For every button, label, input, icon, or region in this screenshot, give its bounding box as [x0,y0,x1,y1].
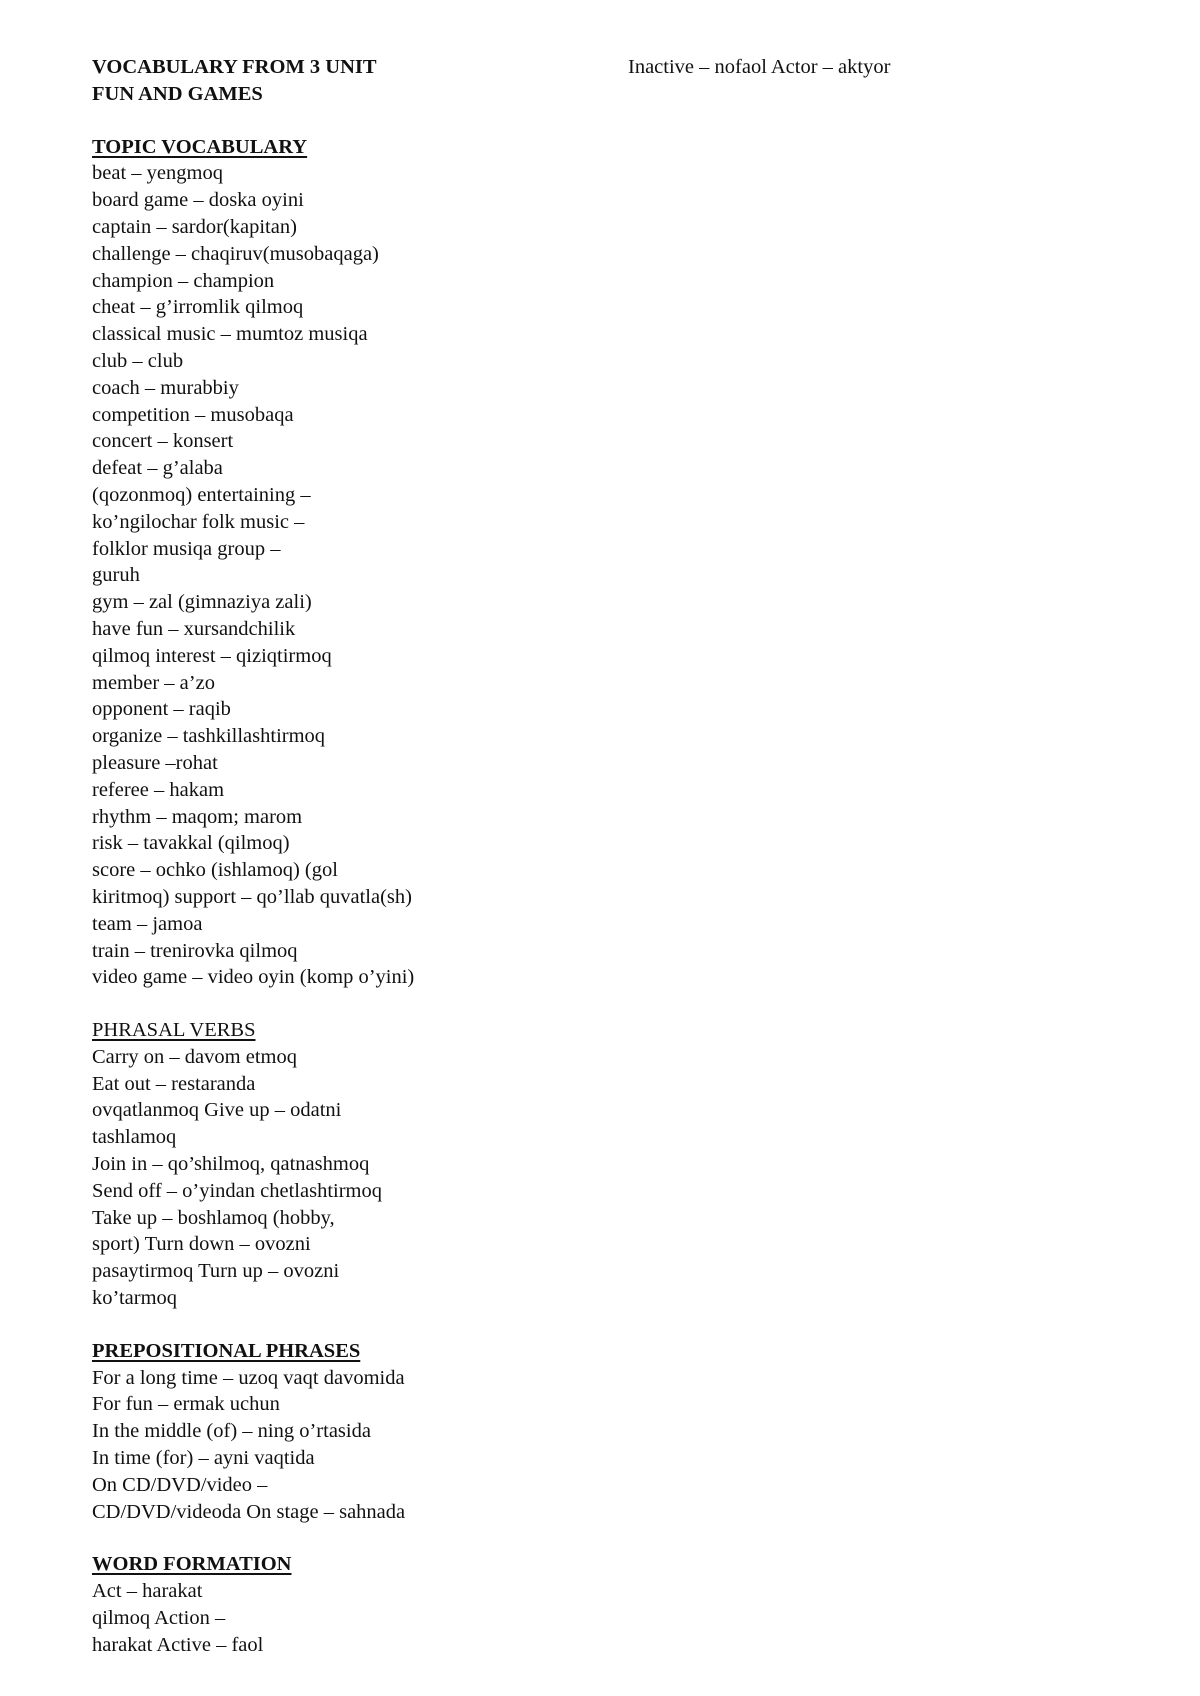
vocabulary-line: Carry on – davom etmoq [92,1045,297,1068]
vocabulary-line: champion – champion [92,269,275,292]
vocabulary-line: Eat out – restaranda [92,1072,256,1095]
vocabulary-line: member – a’zo [92,671,215,694]
vocabulary-line: competition – musobaqa [92,403,294,426]
vocabulary-line: challenge – chaqiruv(musobaqaga) [92,242,379,265]
vocabulary-line: pleasure –rohat [92,751,218,774]
vocabulary-line: For a long time – uzoq vaqt davomida [92,1366,405,1389]
vocabulary-line: risk – tavakkal (qilmoq) [92,832,290,855]
vocabulary-line: ovqatlanmoq Give up – odatni [92,1099,342,1122]
vocabulary-line: kiritmoq) support – qo’llab quvatla(sh) [92,885,412,908]
topic-vocabulary-list [92,160,572,991]
vocabulary-line: sport) Turn down – ovozni [92,1233,311,1256]
prepositional-phrases-list [92,1365,572,1526]
vocabulary-line: On CD/DVD/video – [92,1473,268,1496]
vocabulary-line: defeat – g’alaba [92,457,223,480]
vocabulary-line: ko’ngilochar folk music – [92,510,305,533]
vocabulary-line: coach – murabbiy [92,376,239,399]
vocabulary-line: club – club [92,349,184,372]
vocabulary-line: beat – yengmoq [92,162,223,185]
vocabulary-line: concert – konsert [92,430,234,453]
vocabulary-line: captain – sardor(kapitan) [92,215,297,238]
word-formation-list [92,1578,572,1658]
vocabulary-line: Act – harakat [92,1580,203,1603]
vocabulary-line: score – ochko (ishlamoq) (gol [92,859,338,882]
vocabulary-line: Join in – qo’shilmoq, qatnashmoq [92,1153,370,1176]
vocabulary-line: Take up – boshlamoq (hobby, [92,1206,335,1229]
vocabulary-line: In the middle (of) – ning o’rtasida [92,1420,371,1443]
vocabulary-line: In time (for) – ayni vaqtida [92,1447,315,1470]
vocabulary-line: guruh [92,564,140,587]
vocabulary-line: Send off – o’yindan chetlashtirmoq [92,1179,382,1202]
vocabulary-line: cheat – g’irromlik qilmoq [92,296,304,319]
topic-vocabulary-heading: TOPIC VOCABULARY [92,135,308,158]
vocabulary-line: opponent – raqib [92,698,231,721]
vocabulary-line: team – jamoa [92,912,203,935]
vocabulary-line: video game – video oyin (komp o’yini) [92,966,415,989]
vocabulary-line: classical music – mumtoz musiqa [92,323,368,346]
vocabulary-line: gym – zal (gimnaziya zali) [92,591,312,614]
right-column [628,54,1168,81]
document-title-line1: VOCABULARY FROM 3 UNIT [92,56,377,78]
vocabulary-line: have fun – xursandchilik [92,617,296,640]
vocabulary-line: qilmoq interest – qiziqtirmoq [92,644,332,667]
vocabulary-line: tashlamoq [92,1126,177,1149]
left-column [92,54,572,1659]
vocabulary-line: organize – tashkillashtirmoq [92,725,326,748]
prepositional-phrases-heading: PREPOSITIONAL PHRASES [92,1339,361,1362]
vocabulary-line: CD/DVD/videoda On stage – sahnada [92,1500,406,1523]
vocabulary-line: harakat Active – faol [92,1633,264,1656]
vocabulary-line: (qozonmoq) entertaining – [92,483,311,506]
vocabulary-line: ko’tarmoq [92,1287,178,1310]
vocabulary-line: pasaytirmoq Turn up – ovozni [92,1260,340,1283]
phrasal-verbs-list [92,1044,572,1312]
word-formation-heading: WORD FORMATION [92,1553,292,1576]
phrasal-verbs-heading: PHRASAL VERBS [92,1019,256,1042]
vocabulary-line: folklor musiqa group – [92,537,281,560]
vocabulary-line: For fun – ermak uchun [92,1393,280,1416]
word-formation-continued: Inactive – nofaol Actor – aktyor [628,56,891,78]
document-title-line2: FUN AND GAMES [92,82,263,105]
vocabulary-line: qilmoq Action – [92,1607,226,1630]
vocabulary-line: train – trenirovka qilmoq [92,939,298,962]
vocabulary-line: referee – hakam [92,778,225,801]
vocabulary-line: rhythm – maqom; marom [92,805,303,828]
vocabulary-line: board game – doska oyini [92,189,304,212]
